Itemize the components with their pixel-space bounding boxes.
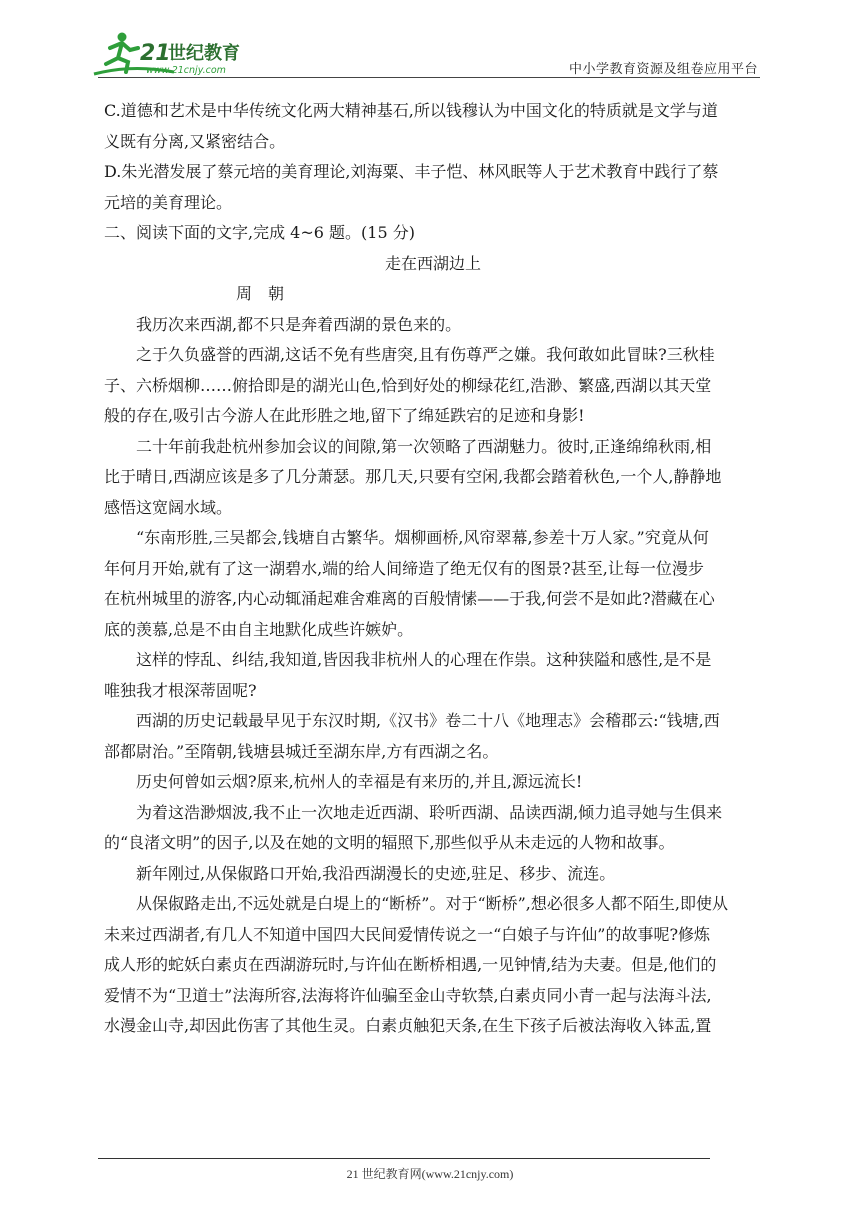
svg-text:世纪教育: 世纪教育: [168, 43, 240, 64]
text-line: 爱情不为“卫道士”法海所容,法海将许仙骗至金山寺软禁,白素贞同小青一起与法海斗法,: [104, 985, 712, 1005]
text-line: 的“良渚文明”的因子,以及在她的文明的辐照下,那些似乎从未走远的人物和故事。: [104, 833, 675, 852]
text-line: 未来过西湖者,有几人不知道中国四大民间爱情传说之一“白娘子与许仙”的故事呢?修炼: [104, 924, 711, 944]
text-line: 从保俶路走出,不远处就是白堤上的“断桥”。对于“断桥”,想必很多人都不陌生,即使从: [136, 894, 728, 913]
text-line: 般的存在,吸引古今游人在此形胜之地,留下了绵延跌宕的足迹和身影!: [104, 406, 585, 425]
text-line: D.朱光潜发展了蔡元培的美育理论,刘海粟、丰子恺、林风眠等人于艺术教育中践行了蔡: [104, 162, 719, 181]
text-line: 元培的美育理论。: [104, 192, 233, 212]
svg-text:21: 21: [140, 41, 171, 66]
runner-logo-icon: [92, 28, 262, 82]
document-body: [104, 96, 762, 1042]
text-line: 我历次来西湖,都不只是奔着西湖的景色来的。: [136, 314, 462, 334]
site-logo[interactable]: [92, 28, 262, 82]
text-line: C.道德和艺术是中华传统文化两大精神基石,所以钱穆认为中国文化的特质就是文学与道: [104, 101, 718, 120]
article-title: 走在西湖边上: [384, 253, 481, 273]
text-line: 为着这浩渺烟波,我不止一次地走近西湖、聆听西湖、品读西湖,倾力追寻她与生俱来: [136, 802, 723, 822]
platform-name: 中小学教育资源及组卷应用平台: [568, 62, 758, 77]
text-line: 成人形的蛇妖白素贞在西湖游玩时,与许仙在断桥相遇,一见钟情,结为夫妻。但是,他们的: [104, 955, 717, 974]
footer-text: 21 世纪教育网(www.21cnjy.com): [346, 1167, 514, 1181]
text-line: 感悟这宽阔水域。: [104, 497, 233, 517]
text-line: “东南形胜,三吴都会,钱塘自古繁华。烟柳画桥,风帘翠幕,参差十万人家。”究竟从何: [136, 528, 709, 547]
footer-divider: [98, 1158, 710, 1159]
text-line: 西湖的历史记载最早见于东汉时期,《汉书》卷二十八《地理志》会稽郡云:“钱塘,西: [136, 711, 720, 730]
text-line: 比于晴日,西湖应该是多了几分萧瑟。那几天,只要有空闲,我都会踏着秋色,一个人,静静地: [104, 467, 722, 486]
text-line: 唯独我才根深蒂固呢?: [104, 680, 257, 700]
text-line: 部都尉治。”至隋朝,钱塘县城迁至湖东岸,方有西湖之名。: [104, 741, 499, 761]
text-line: 水漫金山寺,却因此伤害了其他生灵。白素贞触犯天条,在生下孩子后被法海收入钵盂,置: [104, 1016, 712, 1035]
text-line: 二十年前我赴杭州参加会议的间隙,第一次领略了西湖魅力。彼时,正逢绵绵秋雨,相: [136, 436, 712, 456]
text-line: 义既有分离,又紧密结合。: [104, 131, 286, 151]
text-line: 二、阅读下面的文字,完成 4~6 题。(15 分): [104, 223, 415, 242]
text-line: 之于久负盛誉的西湖,这话不免有些唐突,且有伤尊严之嫌。我何敢如此冒昧?三秋桂: [136, 345, 715, 364]
header-divider: [98, 77, 760, 78]
text-line: 年何月开始,就有了这一湖碧水,端的给人间缔造了绝无仅有的图景?甚至,让每一位漫步: [104, 558, 704, 578]
page-header: [0, 0, 860, 82]
article-author: 周 朝: [236, 284, 285, 303]
text-line: 新年刚过,从保俶路口开始,我沿西湖漫长的史迹,驻足、移步、流连。: [136, 863, 616, 883]
text-line: 历史何曾如云烟?原来,杭州人的幸福是有来历的,并且,源远流长!: [136, 772, 583, 791]
text-line: 子、六桥烟柳……俯拾即是的湖光山色,恰到好处的柳绿花红,浩渺、繁盛,西湖以其天堂: [104, 375, 712, 395]
text-line: 底的羡慕,总是不由自主地默化成些许嫉妒。: [104, 619, 414, 639]
svg-text:www.21cnjy.com: www.21cnjy.com: [146, 65, 226, 76]
text-line: 在杭州城里的游客,内心动辄涌起难舍难离的百般情愫——于我,何尝不是如此?潜藏在心: [104, 589, 715, 608]
text-line: 这样的悖乱、纠结,我知道,皆因我非杭州人的心理在作祟。这种狭隘和感性,是不是: [136, 650, 712, 669]
